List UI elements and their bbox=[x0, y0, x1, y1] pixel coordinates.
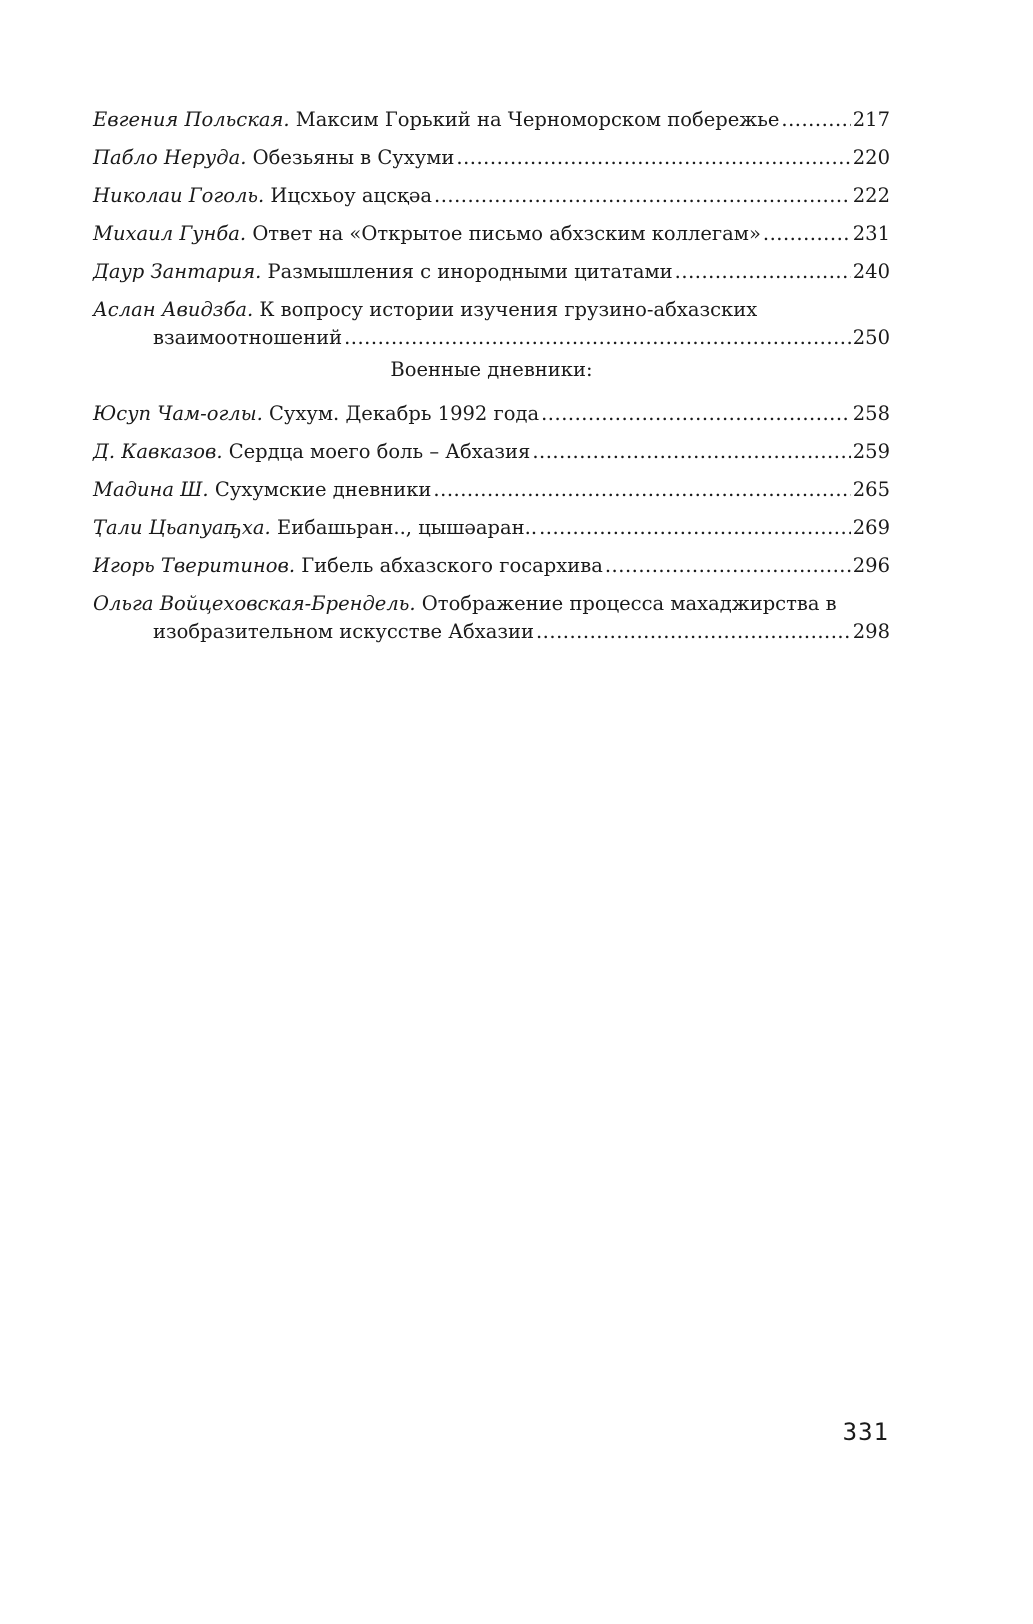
toc-author: Николаи Гоголь. bbox=[93, 184, 265, 207]
dot-leader bbox=[536, 618, 851, 646]
toc-entry bbox=[93, 258, 890, 286]
toc-line bbox=[93, 514, 890, 542]
toc-title: Максим Горький на Черноморском побережье bbox=[289, 108, 780, 131]
dot-leader bbox=[456, 144, 850, 172]
toc-title: Сухумские дневники bbox=[208, 478, 432, 501]
toc-title: Сухум. Декабрь 1992 года bbox=[262, 402, 540, 425]
toc-line bbox=[93, 590, 890, 618]
toc-entry bbox=[93, 220, 890, 248]
toc-title-continued: взаимоотношений bbox=[153, 326, 343, 349]
toc-entry bbox=[93, 552, 890, 580]
dot-leader bbox=[541, 400, 851, 428]
toc-line-continuation bbox=[93, 324, 890, 352]
section-heading: Военные дневники: bbox=[390, 358, 593, 381]
dot-leader bbox=[433, 476, 850, 504]
toc-line bbox=[93, 144, 890, 172]
toc-author: Евгения Польская. bbox=[93, 108, 290, 131]
toc-title: Гибель абхазского госархива bbox=[295, 554, 603, 577]
toc-line bbox=[93, 182, 890, 210]
toc-line bbox=[93, 296, 890, 324]
toc-page-number: 222 bbox=[852, 184, 890, 207]
dot-leader bbox=[763, 220, 851, 248]
toc-page-number: 296 bbox=[852, 554, 890, 577]
dot-leader bbox=[532, 438, 850, 466]
toc-page-number: 231 bbox=[852, 222, 890, 245]
toc-entry bbox=[93, 296, 890, 352]
toc-line bbox=[93, 552, 890, 580]
toc-title: Ответ на «Открытое письмо абхзским коллегам» bbox=[246, 222, 761, 245]
toc-entry bbox=[93, 476, 890, 504]
toc-entry bbox=[93, 590, 890, 646]
toc-title: Ицсхьоу ацсқәа bbox=[264, 184, 432, 207]
toc-author: Пабло Неруда. bbox=[93, 146, 247, 169]
toc-title: Еибашьран.., цышәаран.. bbox=[270, 516, 538, 539]
toc-page-number: 217 bbox=[852, 108, 890, 131]
toc-page-number: 259 bbox=[852, 440, 890, 463]
toc-title: Отображение процесса махаджирства в bbox=[415, 592, 837, 615]
toc-author: Д. Кавказов. bbox=[93, 440, 223, 463]
toc-title-continued: изобразительном искусстве Абхазии bbox=[153, 620, 534, 643]
dot-leader bbox=[675, 258, 851, 286]
toc-line bbox=[93, 476, 890, 504]
page-number: 331 bbox=[842, 1418, 889, 1446]
toc-title: Обезьяны в Сухуми bbox=[246, 146, 455, 169]
dot-leader bbox=[781, 106, 850, 134]
toc-line-continuation bbox=[93, 618, 890, 646]
toc-author: Юсуп Чам-оглы. bbox=[93, 402, 263, 425]
toc-page-number: 258 bbox=[852, 402, 890, 425]
toc-entry bbox=[93, 144, 890, 172]
toc-entry bbox=[93, 514, 890, 542]
toc-page-number: 298 bbox=[852, 620, 890, 643]
toc-line bbox=[93, 220, 890, 248]
toc-title: К вопросу истории изучения грузино-абхазских bbox=[253, 298, 758, 321]
toc-author: Михаил Гунба. bbox=[93, 222, 247, 245]
toc-page-number: 240 bbox=[852, 260, 890, 283]
toc-author: Ҭали Цьапуаҧха. bbox=[93, 516, 271, 539]
toc-title: Сердца моего боль – Абхазия bbox=[222, 440, 531, 463]
toc-entry bbox=[93, 400, 890, 428]
toc-page-number: 269 bbox=[852, 516, 890, 539]
toc-page-number: 220 bbox=[852, 146, 890, 169]
dot-leader bbox=[605, 552, 851, 580]
toc-title: Размышления с инородными цитатами bbox=[261, 260, 673, 283]
toc-line bbox=[93, 258, 890, 286]
toc-entry bbox=[93, 182, 890, 210]
toc-author: Игорь Тверитинов. bbox=[93, 554, 296, 577]
dot-leader bbox=[344, 324, 851, 352]
toc-author: Мадина Ш. bbox=[93, 478, 209, 501]
toc-page-number: 250 bbox=[852, 326, 890, 349]
dot-leader bbox=[434, 182, 851, 210]
toc-author: Даур Зантария. bbox=[93, 260, 262, 283]
toc-entry bbox=[93, 106, 890, 134]
toc-entry bbox=[93, 438, 890, 466]
toc-line bbox=[93, 106, 890, 134]
toc-line bbox=[93, 438, 890, 466]
dot-leader bbox=[539, 514, 851, 542]
toc-line bbox=[93, 400, 890, 428]
toc-author: Ольга Войцеховская-Брендель. bbox=[93, 592, 416, 615]
table-of-contents bbox=[93, 106, 890, 656]
toc-page-number: 265 bbox=[852, 478, 890, 501]
toc-author: Аслан Авидзба. bbox=[93, 298, 254, 321]
